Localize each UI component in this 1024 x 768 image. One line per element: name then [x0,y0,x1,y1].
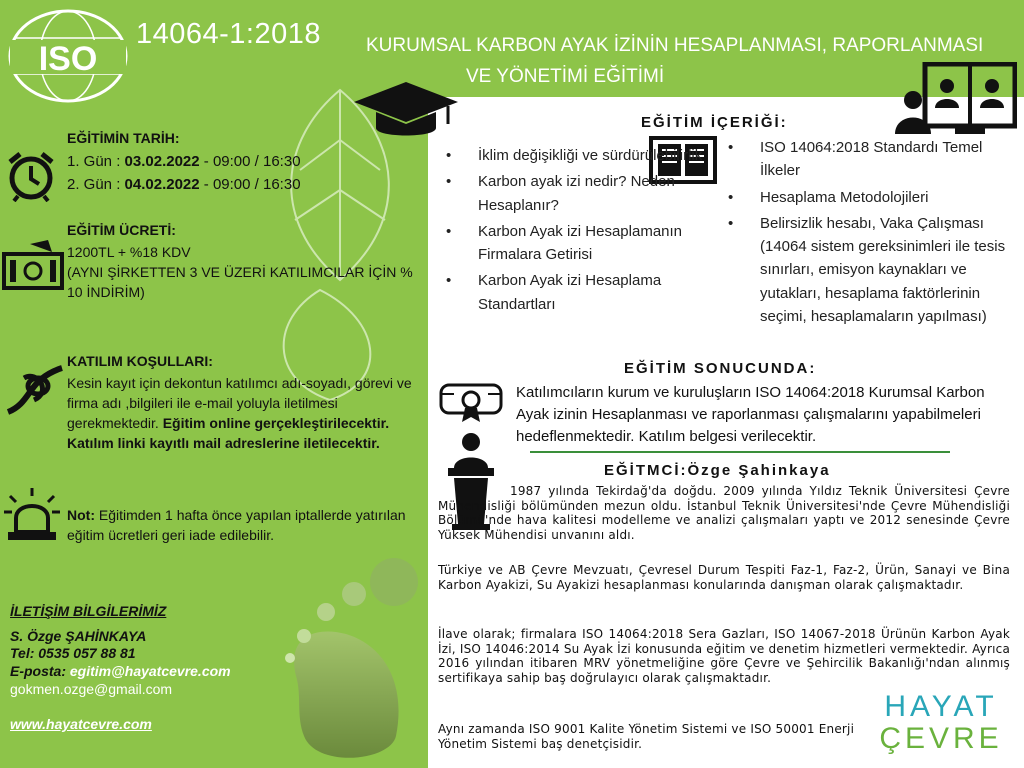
conditions-heading: KATILIM KOŞULLARI: [67,353,213,369]
contact-heading: İLETİŞİM BİLGİLERİMİZ [10,603,167,619]
outcome-text: Katılımcıların kurum ve kuruluşların ISO 14064:2018 Kurumsal Karbon Ayak izinin Hesaplanması ve raporlanması çalışmalarını yapabilmeleri hedeflenmektedir. Katılım belgesi verilecektir. [516,384,985,445]
day1: 1. Gün : 03.02.2022 - 09:00 / 16:30 [67,153,301,170]
day2: 2. Gün : 04.02.2022 - 09:00 / 16:30 [67,176,301,193]
trainer-bio-4: Aynı zamanda ISO 9001 Kalite Yönetim Sistemi ve ISO 50001 Enerji Yönetim Sistemi baş denetçisidir. [438,722,855,751]
content-heading: EĞİTİM İÇERİĞİ: [641,114,788,131]
video-meeting-icon [895,62,1017,136]
date-heading: EĞİTİMİN TARİH: [67,130,180,146]
contact-phone: Tel: 0535 057 88 81 [10,645,136,661]
iso-logo [6,8,130,104]
divider [530,451,950,453]
outcome-heading: EĞİTİM SONUCUNDA: [624,360,817,377]
footprint-image [276,556,426,768]
contact-name: S. Özge ŞAHİNKAYA [10,628,147,644]
siren-icon [4,488,60,542]
content-item: • Karbon Ayak izi Hesaplama Standartları [444,269,719,316]
certificate-icon [438,382,504,424]
money-icon [2,240,64,292]
content-item: • Belirsizlik hesabı, Vaka Çalışması (14064 sistem gereksinimleri ile tesis sınırları, emisyon kaynakları ve yutakları, hesaplama faktörlerinin seçimi, hesaplamaların yapılması) [726,212,1018,328]
content-left-list [444,144,719,319]
standard-number: 14064-1:2018 [136,18,321,50]
brand-logo: HAYAT ÇEVRE [879,690,1003,755]
fee-heading: EĞİTİM ÜCRETİ: [67,222,176,238]
svg-text:ISO: ISO [38,40,98,78]
trainer-heading: EĞİTMCİ:Özge Şahinkaya [604,462,831,479]
trainer-bio-1: 1987 yılında Tekirdağ'da doğdu. 2009 yılında Yıldız Teknik Üniversitesi Çevre Mühendisliği bölümünden mezun oldu. İstanbul Teknik Üniversitesi'nde Çevre Mühendisliği Bölümü'nde hava kalitesi modelleme ve analizi çalışmaları yaptı ve 2012 senesinde Çevre Yüksek Mühendisi unvanını aldı. [438,484,1010,542]
alarm-clock-icon [4,148,58,202]
email-link[interactable]: egitim@hayatcevre.com [69,663,231,679]
email2-link[interactable]: gokmen.ozge@gmail.com [10,681,173,697]
page-title: KURUMSAL KARBON AYAK İZİNİN HESAPLANMASI, RAPORLANMASI VE YÖNETİMİ EĞİTİMİ [366,35,984,88]
fee-text: 1200TL + %18 KDV (AYNI ŞİRKETTEN 3 VE ÜZERİ KATILIMCILAR İÇİN % 10 İNDİRİM) [67,244,413,300]
rope-knot-icon [4,362,66,416]
content-item: • Karbon ayak izi nedir? Neden Hesaplanır? [444,170,719,217]
trainer-bio-2: Türkiye ve AB Çevre Mevzuatı, Çevresel Durum Tespiti Faz-1, Faz-2, Ürün, Sanayi ve Bina Karbon Ayakizi, Su Ayakizi hesaplanması konularında danışman olarak çalışmaktadır. [438,563,1010,592]
content-item: • Karbon Ayak izi Hesaplamanın Firmalara Getirisi [444,220,719,267]
content-item: • İklim değişikliği ve sürdürülebilirlik [444,144,719,167]
graduation-cap-icon [352,78,460,140]
trainer-bio-3: İlave olarak; firmalara ISO 14064:2018 Sera Gazları, ISO 14067-2018 Ürünün Karbon Ayak İzi, ISO 14046:2014 Su Ayak İzi konusunda eğitim ve denetim hizmetleri vermektedir. Ayrıca 2016 yılından itibaren MRV yönetmeliğine göre Çevre ve Şehircilik Bakanlığı'ndan alınmış sertifikaya sahip baş doğrulayıcı olarak çalışmaktadır. [438,627,1010,685]
content-item: • ISO 14064:2018 Standardı Temel İlkeler [726,136,1018,183]
website-link[interactable]: www.hayatcevre.com [10,716,152,732]
contact-email-row: E-posta: egitim@hayatcevre.com [10,663,231,679]
content-item: • Hesaplama Metodolojileri [726,186,1018,209]
content-right-list [726,136,1018,331]
conditions-text: Kesin kayıt için dekontun katılımcı adı-soyadı, görevi ve firma adı ,bilgileri ile e-mail yoluyla iletilmesi gerekmektedir. Eğitim online gerçekleştirilecektir. Katılım linki kayıtlı mail adreslerine iletilecektir. [67,375,412,451]
note-text: Not: Eğitimden 1 hafta önce yapılan iptallerde yatırılan eğitim ücretleri geri iade edilebilir. [67,507,406,543]
